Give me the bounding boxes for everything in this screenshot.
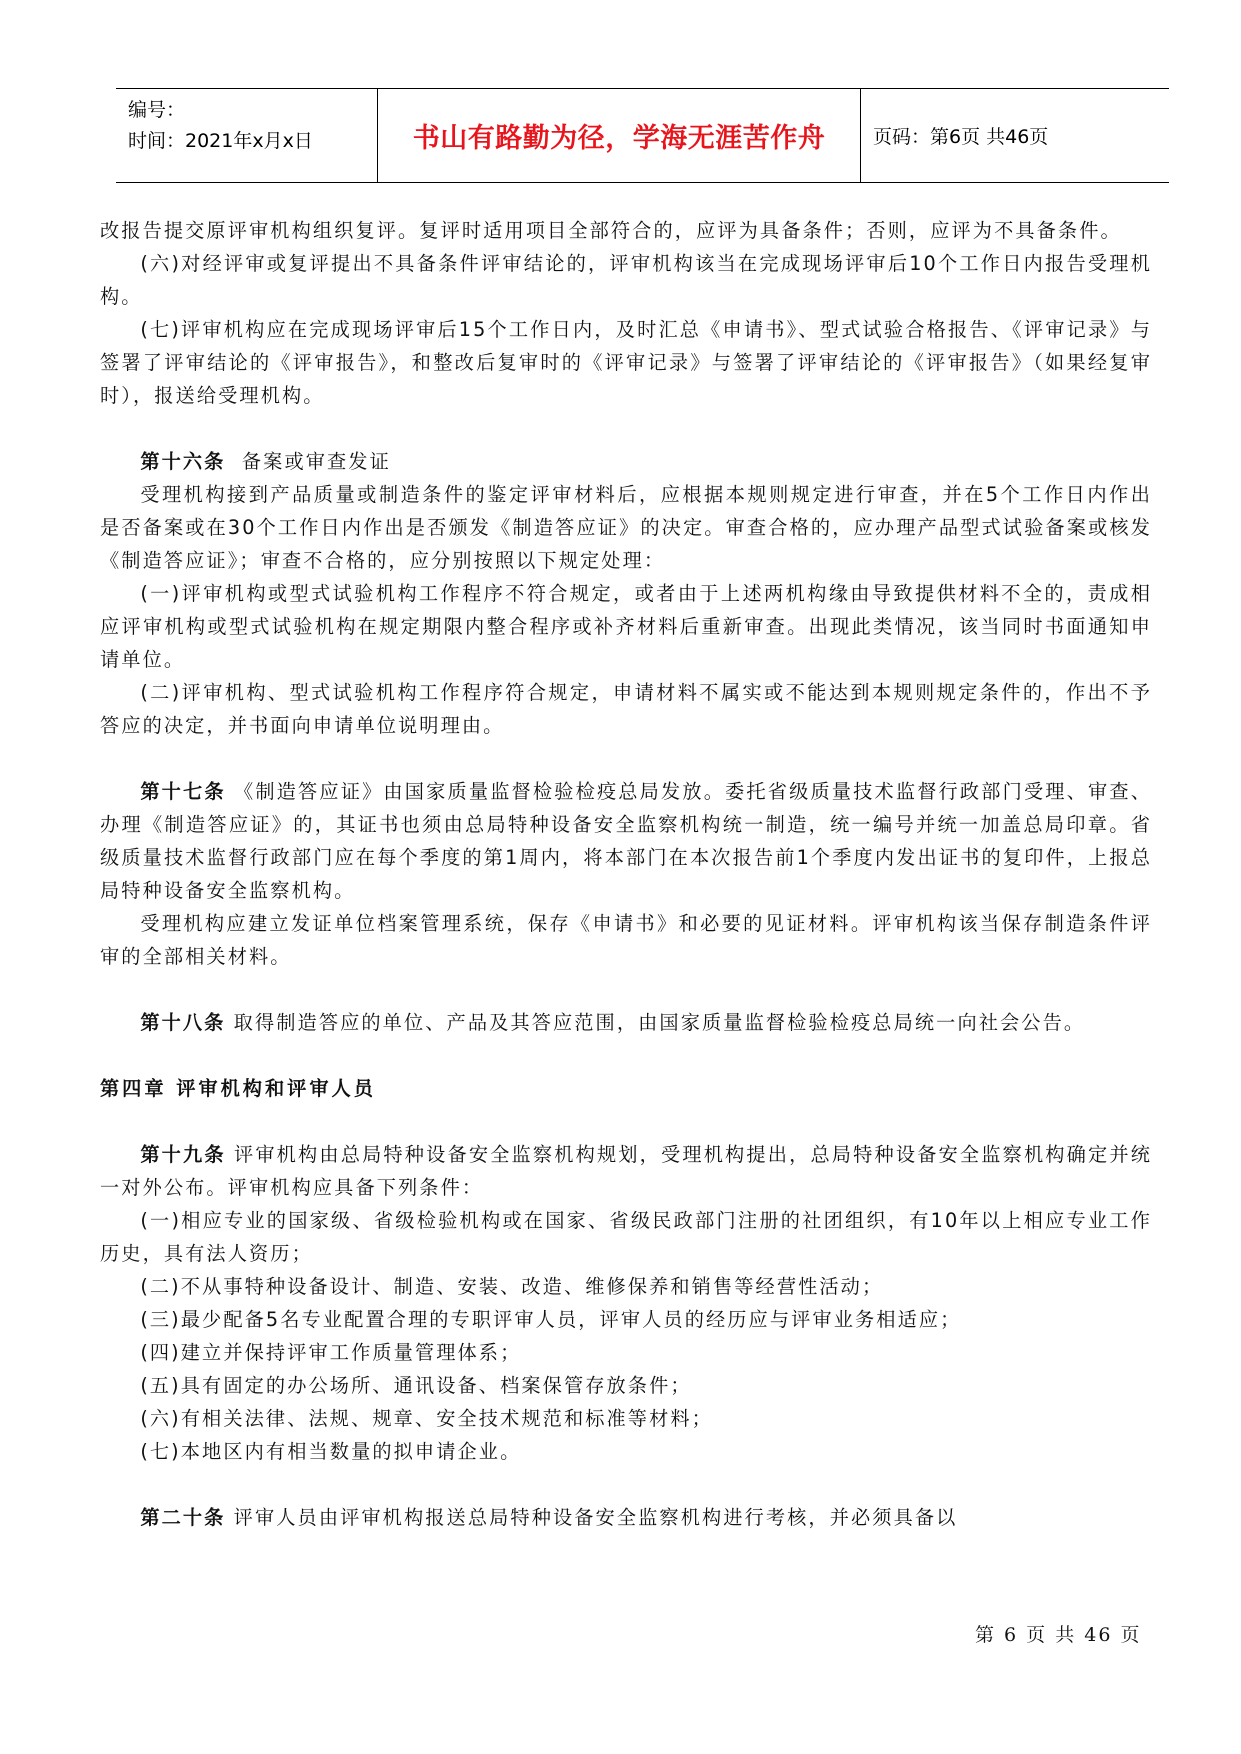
article-label: 第十八条 bbox=[140, 1011, 226, 1034]
document-number-label: 编号： bbox=[128, 99, 186, 121]
article-16-heading bbox=[100, 445, 1152, 478]
list-item: (四)建立并保持评审工作质量管理体系； bbox=[140, 1341, 522, 1364]
list-item: (三)最少配备5名专业配置合理的专职评审人员，评审人员的经历应与评审业务相适应； bbox=[140, 1308, 962, 1331]
list-item: (二)不从事特种设备设计、制造、安装、改造、维修保养和销售等经营性活动； bbox=[140, 1275, 884, 1298]
article-label: 第十七条 bbox=[140, 780, 226, 803]
header-page-number: 页码：第6页 共46页 bbox=[873, 126, 1049, 148]
paragraph: (六)对经评审或复评提出不具备条件评审结论的，评审机构该当在完成现场评审后10个工作日内报告受理机构。 bbox=[100, 252, 1152, 308]
paragraph: (七)评审机构应在完成现场评审后15个工作日内，及时汇总《申请书》、型式试验合格报告、《评审记录》与签署了评审结论的《评审报告》，和整改后复审时的《评审记录》与签署了评审结论的《评审报告》（如果经复审时），报送给受理机构。 bbox=[100, 318, 1152, 407]
page-header bbox=[116, 88, 1169, 183]
list-item: (六)有相关法律、法规、规章、安全技术规范和标准等材料； bbox=[140, 1407, 713, 1430]
article-17-paragraph bbox=[100, 775, 1152, 907]
paragraph: 改报告提交原评审机构组织复评。复评时适用项目全部符合的，应评为具备条件；否则，应评为不具备条件。 bbox=[100, 219, 1122, 242]
article-text: 评审机构由总局特种设备安全监察机构规划，受理机构提出，总局特种设备安全监察机构确定并统一对外公布。评审机构应具备下列条件： bbox=[100, 1143, 1152, 1199]
article-18-paragraph bbox=[100, 1006, 1152, 1039]
article-label: 第十六条 bbox=[140, 450, 226, 473]
paragraph: (二)评审机构、型式试验机构工作程序符合规定，申请材料不属实或不能达到本规则规定条件的，作出不予答应的决定，并书面向申请单位说明理由。 bbox=[100, 681, 1152, 737]
list-item: (一)相应专业的国家级、省级检验机构或在国家、省级民政部门注册的社团组织，有10年以上相应专业工作历史，具有法人资历； bbox=[100, 1209, 1152, 1265]
article-label: 第十九条 bbox=[140, 1143, 226, 1166]
paragraph: (一)评审机构或型式试验机构工作程序不符合规定，或者由于上述两机构缘由导致提供材料不全的，责成相应评审机构或型式试验机构在规定期限内整合程序或补齐材料后重新审查。出现此类情况，该当同时书面通知申请单位。 bbox=[100, 582, 1152, 671]
article-title: 备案或审查发证 bbox=[241, 450, 391, 473]
page-footer: 第 6 页 共 46 页 bbox=[975, 1624, 1142, 1646]
header-info bbox=[116, 89, 377, 182]
paragraph: 受理机构接到产品质量或制造条件的鉴定评审材料后，应根据本规则规定进行审查，并在5个工作日内作出是否备案或在30个工作日内作出是否颁发《制造答应证》的决定。审查合格的，应办理产品型式试验备案或核发《制造答应证》；审查不合格的，应分别按照以下规定处理： bbox=[100, 483, 1152, 572]
article-20-paragraph bbox=[100, 1501, 1152, 1534]
document-body bbox=[100, 214, 1152, 1534]
article-text: 《制造答应证》由国家质量监督检验检疫总局发放。委托省级质量技术监督行政部门受理、审查、办理《制造答应证》的，其证书也须由总局特种设备安全监察机构统一制造，统一编号并统一加盖总局印章。省级质量技术监督行政部门应在每个季度的第1周内，将本部门在本次报告前1个季度内发出证书的复印件，上报总局特种设备安全监察机构。 bbox=[100, 780, 1152, 902]
document-time-label: 时间：2021年x月x日 bbox=[128, 130, 313, 152]
header-motto: 书山有路勤为径，学海无涯苦作舟 bbox=[377, 89, 861, 182]
article-19-paragraph bbox=[100, 1138, 1152, 1204]
chapter-heading: 第四章 评审机构和评审人员 bbox=[100, 1077, 376, 1100]
paragraph: 受理机构应建立发证单位档案管理系统，保存《申请书》和必要的见证材料。评审机构该当保存制造条件评审的全部相关材料。 bbox=[100, 912, 1152, 968]
article-text: 取得制造答应的单位、产品及其答应范围，由国家质量监督检验检疫总局统一向社会公告。 bbox=[233, 1011, 1086, 1034]
list-item: (七)本地区内有相当数量的拟申请企业。 bbox=[140, 1440, 522, 1463]
article-label: 第二十条 bbox=[140, 1506, 226, 1529]
article-text: 评审人员由评审机构报送总局特种设备安全监察机构进行考核，并必须具备以 bbox=[233, 1506, 958, 1529]
list-item: (五)具有固定的办公场所、通讯设备、档案保管存放条件； bbox=[140, 1374, 692, 1397]
